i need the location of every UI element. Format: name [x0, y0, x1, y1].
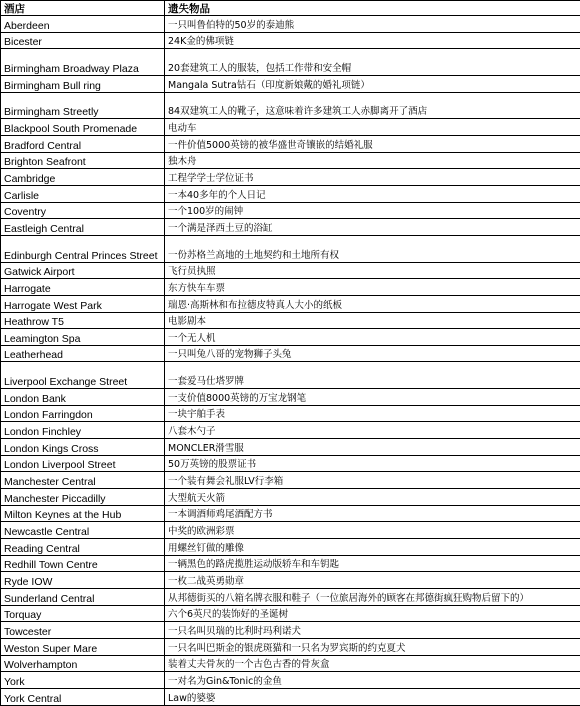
- hotel-cell: Leamington Spa: [1, 329, 165, 346]
- lost-item-cell: Mangala Sutra钻石（印度新娘戴的婚礼项链）: [165, 75, 580, 92]
- hotel-cell: Edinburgh Central Princes Street: [1, 235, 165, 262]
- hotel-cell: London Liverpool Street: [1, 455, 165, 472]
- hotel-cell: London Kings Cross: [1, 439, 165, 456]
- table-row: [1, 489, 580, 506]
- table-row: [1, 235, 580, 262]
- table-row: [1, 589, 580, 606]
- table-row: [1, 152, 580, 169]
- lost-item-cell: 一本调酒师鸡尾酒配方书: [165, 505, 580, 522]
- table-row: [1, 295, 580, 312]
- hotel-cell: Torquay: [1, 605, 165, 622]
- lost-item-cell: 一个装有舞会礼服LV行李箱: [165, 472, 580, 489]
- table-body: [1, 16, 580, 706]
- hotel-cell: Harrogate: [1, 279, 165, 296]
- hotel-cell: Coventry: [1, 202, 165, 219]
- hotel-cell: Birmingham Broadway Plaza: [1, 49, 165, 76]
- lost-item-cell: 50万英镑的股票证书: [165, 455, 580, 472]
- table-row: [1, 345, 580, 362]
- lost-item-cell: 24K金的佛项链: [165, 32, 580, 49]
- hotel-cell: Wolverhampton: [1, 655, 165, 672]
- hotel-cell: Towcester: [1, 622, 165, 639]
- header-lost-item: 遗失物品: [165, 1, 580, 16]
- lost-item-cell: 工程学学士学位证书: [165, 169, 580, 186]
- hotel-cell: Reading Central: [1, 539, 165, 556]
- lost-item-cell: 东方快车车票: [165, 279, 580, 296]
- hotel-cell: London Farringdon: [1, 405, 165, 422]
- hotel-cell: Cambridge: [1, 169, 165, 186]
- table-row: [1, 572, 580, 589]
- table-row: [1, 362, 580, 389]
- hotel-cell: Gatwick Airport: [1, 262, 165, 279]
- table-row: [1, 185, 580, 202]
- hotel-cell: London Bank: [1, 389, 165, 406]
- lost-item-cell: 一个100岁的闹钟: [165, 202, 580, 219]
- hotel-cell: Brighton Seafront: [1, 152, 165, 169]
- hotel-cell: Liverpool Exchange Street: [1, 362, 165, 389]
- table-row: [1, 455, 580, 472]
- lost-item-cell: 一个无人机: [165, 329, 580, 346]
- table-row: [1, 16, 580, 33]
- lost-item-cell: 八套木勺子: [165, 422, 580, 439]
- table-row: [1, 522, 580, 539]
- lost-item-cell: 装着丈夫骨灰的一个古色古香的骨灰盒: [165, 655, 580, 672]
- table-row: [1, 638, 580, 655]
- lost-item-cell: 独木舟: [165, 152, 580, 169]
- table-row: [1, 32, 580, 49]
- table-row: [1, 389, 580, 406]
- hotel-cell: York Central: [1, 688, 165, 705]
- hotel-cell: Milton Keynes at the Hub: [1, 505, 165, 522]
- table-row: [1, 279, 580, 296]
- table-row: [1, 135, 580, 152]
- table-row: [1, 605, 580, 622]
- hotel-cell: Newcastle Central: [1, 522, 165, 539]
- table-row: [1, 405, 580, 422]
- lost-item-cell: 用螺丝钉做的雕像: [165, 539, 580, 556]
- lost-item-cell: 一支价值8000英镑的万宝龙钢笔: [165, 389, 580, 406]
- lost-item-cell: 一辆黑色的路虎揽胜运动版轿车和车钥匙: [165, 555, 580, 572]
- lost-item-cell: 飞行员执照: [165, 262, 580, 279]
- hotel-cell: Birmingham Streetly: [1, 92, 165, 119]
- table-row: [1, 49, 580, 76]
- lost-item-cell: 一对名为Gin&Tonic的金鱼: [165, 672, 580, 689]
- hotel-cell: York: [1, 672, 165, 689]
- hotel-cell: Harrogate West Park: [1, 295, 165, 312]
- hotel-cell: Birmingham Bull ring: [1, 75, 165, 92]
- lost-item-cell: 从邦德街买的八箱名牌衣服和鞋子（一位旅居海外的顾客在邦德街疯狂购物后留下的）: [165, 589, 580, 606]
- hotel-cell: Heathrow T5: [1, 312, 165, 329]
- hotel-cell: Leatherhead: [1, 345, 165, 362]
- table-row: [1, 555, 580, 572]
- hotel-cell: Aberdeen: [1, 16, 165, 33]
- table-row: [1, 119, 580, 136]
- lost-item-cell: 六个6英尺的装饰好的圣诞树: [165, 605, 580, 622]
- hotel-cell: Blackpool South Promenade: [1, 119, 165, 136]
- lost-item-cell: 20套建筑工人的服装，包括工作带和安全帽: [165, 49, 580, 76]
- table-row: [1, 75, 580, 92]
- lost-item-cell: 一个满是泽西土豆的浴缸: [165, 219, 580, 236]
- lost-item-cell: 一件价值5000英镑的被华盛世奇镶嵌的结婚礼服: [165, 135, 580, 152]
- table-row: [1, 329, 580, 346]
- table-row: [1, 202, 580, 219]
- hotel-cell: Sunderland Central: [1, 589, 165, 606]
- table-row: [1, 688, 580, 705]
- table-row: [1, 439, 580, 456]
- table-row: [1, 505, 580, 522]
- lost-item-cell: 一本40多年的个人日记: [165, 185, 580, 202]
- hotel-cell: Carlisle: [1, 185, 165, 202]
- lost-item-cell: 电影剧本: [165, 312, 580, 329]
- lost-item-cell: 电动车: [165, 119, 580, 136]
- lost-item-cell: MONCLER滑雪服: [165, 439, 580, 456]
- lost-item-cell: Law的婆婆: [165, 688, 580, 705]
- table-row: [1, 262, 580, 279]
- table-row: [1, 539, 580, 556]
- table-row: [1, 422, 580, 439]
- table-row: [1, 472, 580, 489]
- lost-item-cell: 瑞恩·高斯林和布拉德皮特真人大小的纸板: [165, 295, 580, 312]
- table-row: [1, 169, 580, 186]
- lost-item-cell: 大型航天火箭: [165, 489, 580, 506]
- lost-item-cell: 一只名叫巴斯金的银虎斑猫和一只名为罗宾斯的约克夏犬: [165, 638, 580, 655]
- table-row: [1, 219, 580, 236]
- lost-item-cell: 一只叫兔八哥的宠物狮子头兔: [165, 345, 580, 362]
- lost-item-cell: 中奖的欧洲彩票: [165, 522, 580, 539]
- lost-item-cell: 一枚二战英勇勋章: [165, 572, 580, 589]
- hotel-cell: Manchester Piccadilly: [1, 489, 165, 506]
- table-row: [1, 622, 580, 639]
- lost-item-cell: 84双建筑工人的靴子，这意味着许多建筑工人赤脚离开了酒店: [165, 92, 580, 119]
- table-row: [1, 92, 580, 119]
- hotel-cell: Manchester Central: [1, 472, 165, 489]
- table-row: [1, 312, 580, 329]
- header-row: [1, 1, 580, 16]
- lost-item-cell: 一套爱马仕塔罗牌: [165, 362, 580, 389]
- hotel-cell: Redhill Town Centre: [1, 555, 165, 572]
- header-hotel: 酒店: [1, 1, 165, 16]
- lost-item-cell: 一只名叫贝瑞的比利时玛利诺犬: [165, 622, 580, 639]
- lost-item-cell: 一只叫鲁伯特的50岁的泰迪熊: [165, 16, 580, 33]
- table-row: [1, 655, 580, 672]
- table-row: [1, 672, 580, 689]
- hotel-cell: London Finchley: [1, 422, 165, 439]
- hotel-cell: Bradford Central: [1, 135, 165, 152]
- hotel-cell: Eastleigh Central: [1, 219, 165, 236]
- lost-item-cell: 一块宇舶手表: [165, 405, 580, 422]
- hotel-cell: Bicester: [1, 32, 165, 49]
- hotel-cell: Ryde IOW: [1, 572, 165, 589]
- hotel-cell: Weston Super Mare: [1, 638, 165, 655]
- lost-item-cell: 一份苏格兰高地的土地契约和土地所有权: [165, 235, 580, 262]
